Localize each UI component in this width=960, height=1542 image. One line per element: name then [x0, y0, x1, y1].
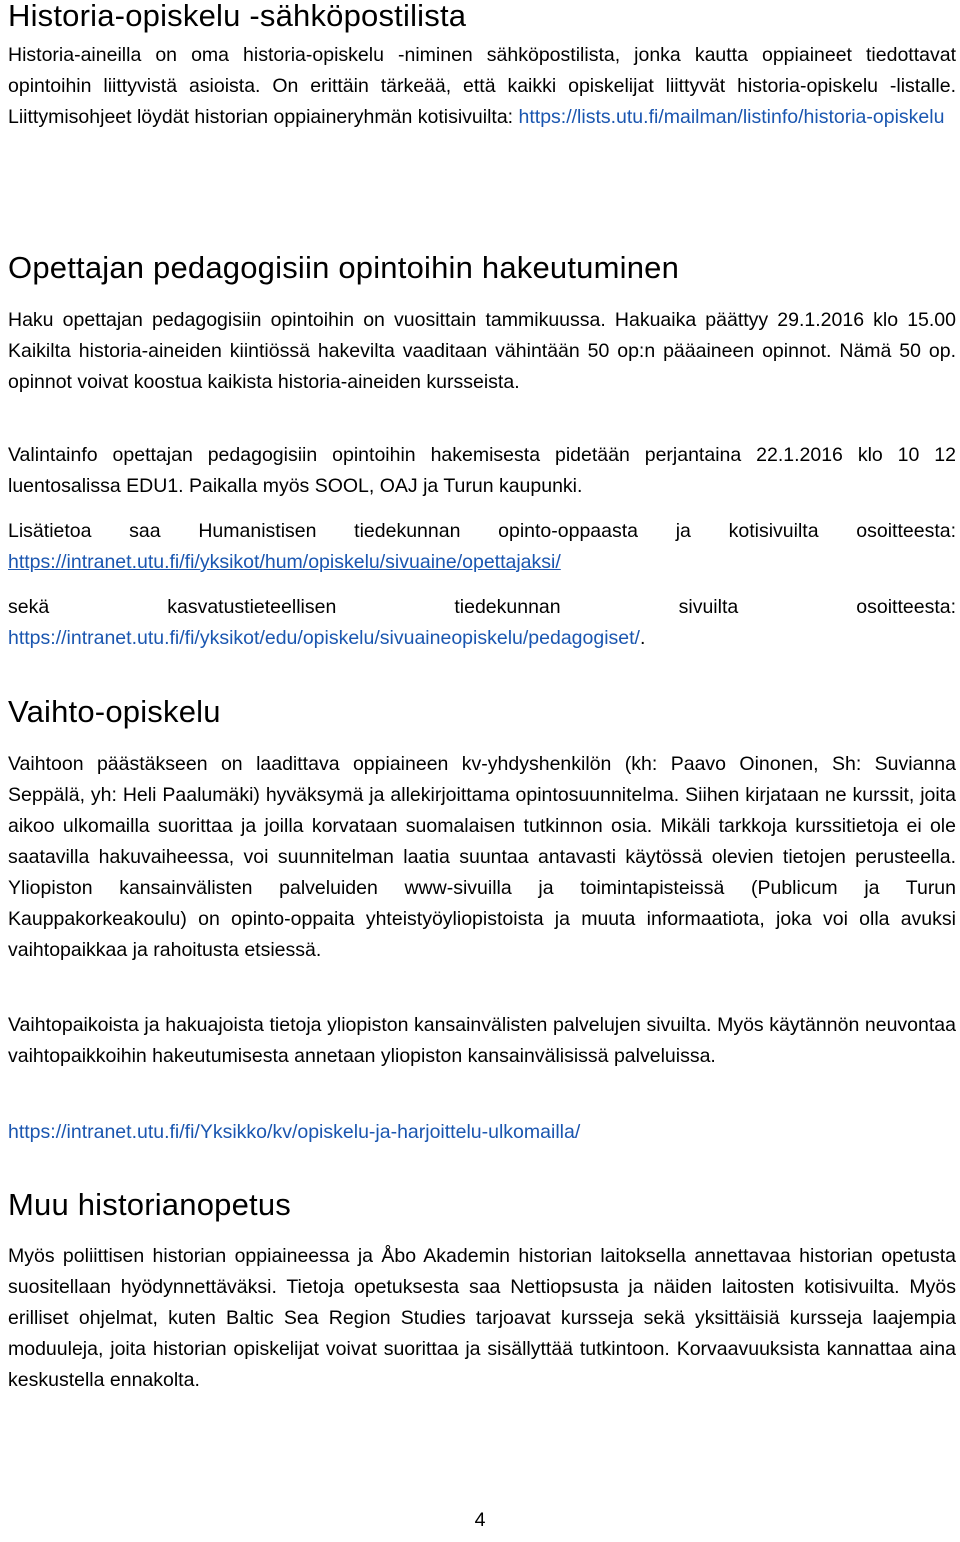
heading-email-list: Historia-opiskelu -sähköpostilista — [8, 0, 467, 33]
paragraph-exchange-info: Vaihtopaikoista ja hakuajoista tietoja yliopiston kansainvälisten palvelujen sivuilta. Myös käytännön neuvontaa vaihtopaikkoihin hakeutumisesta annetaan yliopiston kansainvälisissä palveluissa. — [8, 1014, 956, 1067]
paragraph-teacher-edu-faculty — [8, 592, 956, 654]
email-list-link[interactable]: https://lists.utu.fi/mailman/listinfo/historia-opiskelu — [518, 106, 945, 128]
paragraph-other-teaching: Myös poliittisen historian oppiaineessa ja Åbo Akademin historian laitoksella annettavaa historian opetusta suositellaan hyödynnettäväksi. Tietoja opetuksesta saa Nettiopsusta ja näiden laitosten kotisivuilta. Myös erilliset ohjelmat, kuten Baltic Sea Region Studies tarjoavat kursseja sekä yksittäisiä kursseja laajempia moduuleja, joita historian opiskelijat voivat suorittaa ja sisällyttää tutkintoon. Korvaavuuksista kannattaa aina keskustella ennakolta. — [8, 1245, 956, 1391]
edu-faculty-tail: . — [639, 627, 646, 649]
email-list-text: Historia-aineilla on oma historia-opiskelu -niminen sähköpostilista, jonka kautta oppiaineet tiedottavat opintoihin liittyvistä asioista. On erittäin tärkeää, että kaikki opiskelijat liittyvät historia-opiskelu -listalle. Liittymisohjeet löydät historian oppiaineryhmän kotisivuilta: — [8, 44, 956, 128]
page-number: 4 — [474, 1509, 486, 1531]
paragraph-teacher-application: Haku opettajan pedagogisiin opintoihin on vuosittain tammikuussa. Hakuaika päättyy 29.1.2016 klo 15.00 Kaikilta historia-aineiden kiintiössä hakevilta vaaditaan vähintään 50 op:n pääaineen opinnot. Nämä 50 op. opinnot voivat koostua kaikista historia-aineiden kursseista. — [8, 309, 956, 393]
paragraph-teacher-more-info — [8, 516, 956, 578]
heading-exchange-studies: Vaihto-opiskelu — [8, 694, 221, 729]
heading-teacher-studies: Opettajan pedagogisiin opintoihin hakeutuminen — [8, 250, 680, 285]
paragraph-email-list — [8, 40, 956, 133]
paragraph-teacher-info-session: Valintainfo opettajan pedagogisiin opintoihin hakemisesta pidetään perjantaina 22.1.2016 klo 10 12 luentosalissa EDU1. Paikalla myös SOOL, OAJ ja Turun kaupunki. — [8, 444, 956, 497]
exchange-link[interactable]: https://intranet.utu.fi/fi/Yksikko/kv/opiskelu-ja-harjoittelu-ulkomailla/ — [8, 1121, 581, 1143]
edu-faculty-text: sekä kasvatustieteellisen tiedekunnan sivuilta osoitteesta: — [8, 596, 956, 618]
paragraph-exchange-plan: Vaihtoon päästäkseen on laadittava oppiaineen kv-yhdyshenkilön (kh: Paavo Oinonen, Sh: Suvianna Seppälä, yh: Heli Paalumäki) hyväksymä ja allekirjoittama opintosuunnitelma. Siihen kirjataan ne kurssit, joita aikoo ulkomailla suorittaa ja joilla korvataan suomalaisen tutkinnon osia. Mikäli tarkkoja kurssitietoja ei ole saatavilla hakuvaiheessa, voi suunnitelman laatia suuntaa antavasti käytössä olevien tietojen perusteella. Yliopiston kansainvälisten palveluiden www-sivuilla ja toimintapisteissä (Publicum ja Turun Kauppakorkeakoulu) on opinto-oppaita yhteistyöyliopistoista ja muuta informaatiota, joka voi olla avuksi vaihtopaikkaa ja rahoitusta etsiessä. — [8, 753, 956, 961]
paragraph-exchange-link — [8, 1117, 580, 1148]
edu-faculty-link[interactable]: https://intranet.utu.fi/fi/yksikot/edu/opiskelu/sivuaineopiskelu/pedagogiset/ — [8, 627, 640, 649]
heading-other-teaching: Muu historianopetus — [8, 1187, 291, 1222]
teacher-more-info-text: Lisätietoa saa Humanistisen tiedekunnan opinto-oppaasta ja kotisivuilta osoitteesta: — [8, 520, 956, 542]
hum-faculty-link[interactable]: https://intranet.utu.fi/fi/yksikot/hum/opiskelu/sivuaine/opettajaksi/ — [8, 551, 561, 573]
